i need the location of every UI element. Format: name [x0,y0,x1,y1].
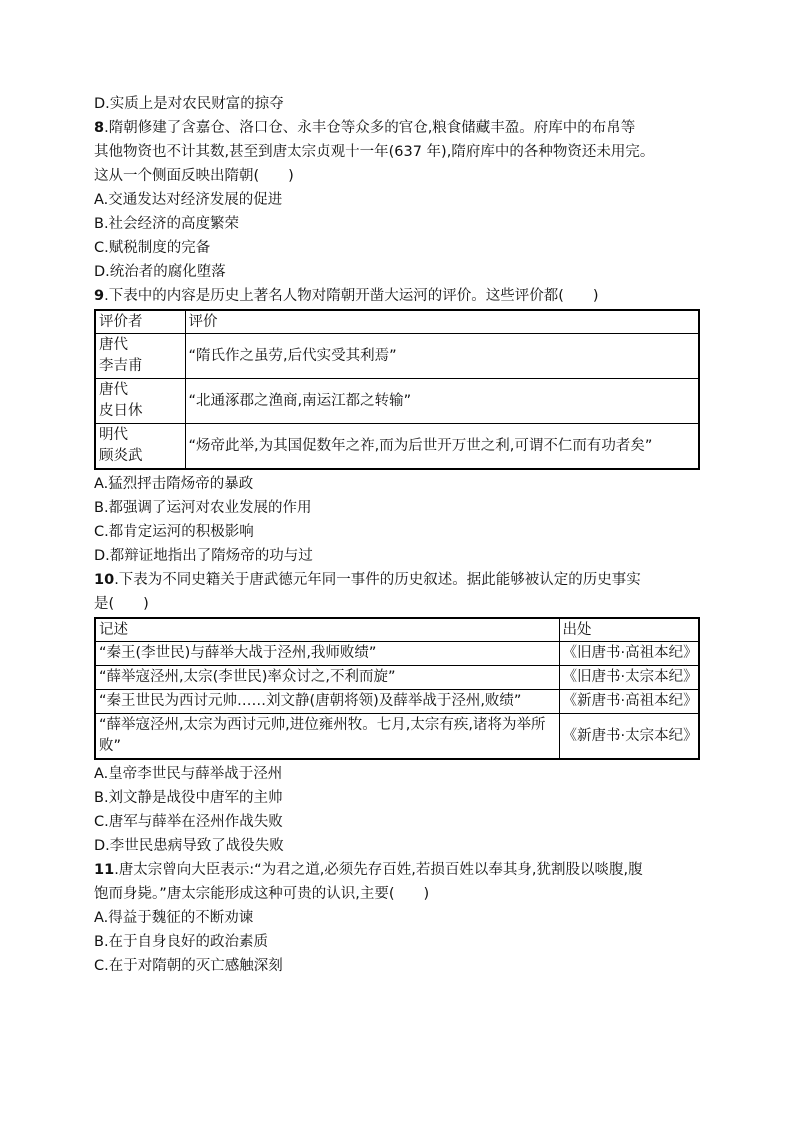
record-cell: “秦王(李世民)与薛举大战于泾州,我师败绩” [95,642,559,666]
q11-number: 11 [94,862,115,878]
table-row [95,424,699,470]
q9-option-b: B.都强调了运河对农业发展的作用 [94,500,312,516]
q9-header-evaluation: 评价 [185,310,699,334]
evaluator-cell [95,379,185,424]
q11-option-b: B.在于自身良好的政治素质 [94,934,269,950]
person: 皮日休 [99,403,143,419]
q8-stem-line3: 这从一个侧面反映出隋朝( ) [94,168,294,184]
evaluator-cell [95,424,185,470]
q10-table-header [95,618,699,642]
q9-number: 9 [94,288,105,304]
q9-option-c: C.都肯定运河的积极影响 [94,524,254,540]
exam-page [94,92,704,978]
q8-stem-text1: .隋朝修建了含嘉仓、洛口仓、永丰仓等众多的官仓,粮食储藏丰盈。府库中的布帛等 [104,120,636,136]
q10-stem-line1 [94,568,704,592]
q8-stem-line1 [94,116,704,140]
q11-option-a: A.得益于魏征的不断劝谏 [94,910,254,926]
q11-stem-text1: .唐太宗曾向大臣表示:“为君之道,必须先存百姓,若损百姓以奉其身,犹割股以啖腹,腹 [114,862,643,878]
q10-option-d: D.李世民患病导致了战役失败 [94,838,284,854]
person: 李吉甫 [99,358,143,374]
q11-stem-line2: 饱而身毙。”唐太宗能形成这种可贵的认识,主要( ) [94,886,430,902]
source-cell: 《新唐书·太宗本纪》 [559,714,699,760]
table-row [95,642,699,666]
q8-option-d: D.统治者的腐化堕落 [94,264,226,280]
dynasty: 唐代 [99,337,128,353]
evaluator-cell [95,334,185,379]
table-row [95,666,699,690]
q8-option-c: C.赋税制度的完备 [94,240,211,256]
q10-option-a: A.皇帝李世民与薛举战于泾州 [94,766,283,782]
q10-number: 10 [94,572,115,588]
dynasty: 明代 [99,427,128,443]
evaluation-cell: “隋氏作之虽劳,后代实受其利焉” [185,334,699,379]
q9-stem [94,284,704,308]
q11-option-c: C.在于对隋朝的灭亡感触深刻 [94,958,283,974]
q8-option-a: A.交通发达对经济发展的促进 [94,192,283,208]
q9-option-a: A.猛烈抨击隋炀帝的暴政 [94,476,254,492]
evaluation-cell: “炀帝此举,为其国促数年之祚,而为后世开万世之利,可谓不仁而有功者矣” [185,424,699,470]
q10-option-b: B.刘文静是战役中唐军的主帅 [94,790,283,806]
record-cell: “薛举寇泾州,太宗(李世民)率众讨之,不利而旋” [95,666,559,690]
q10-header-record: 记述 [95,618,559,642]
table-row [95,334,699,379]
source-cell: 《旧唐书·太宗本纪》 [559,666,699,690]
q9-header-evaluator: 评价者 [95,310,185,334]
q9-table [94,309,700,470]
record-cell: “薛举寇泾州,太宗为西讨元帅,进位雍州牧。七月,太宗有疾,诸将为举所败” [95,714,559,760]
table-row [95,690,699,714]
source-cell: 《新唐书·高祖本纪》 [559,690,699,714]
table-row [95,379,699,424]
q10-table [94,617,700,760]
q9-table-header [95,310,699,334]
q10-header-source: 出处 [559,618,699,642]
person: 顾炎武 [99,448,143,464]
evaluation-cell: “北通涿郡之渔商,南运江都之转输” [185,379,699,424]
dynasty: 唐代 [99,382,128,398]
q10-option-c: C.唐军与薛举在泾州作战失败 [94,814,283,830]
q9-option-d: D.都辩证地指出了隋炀帝的功与过 [94,548,313,564]
q10-stem-text1: .下表为不同史籍关于唐武德元年同一事件的历史叙述。据此能够被认定的历史事实 [114,572,641,588]
q10-stem-line2: 是( ) [94,596,149,612]
q11-stem-line1 [94,858,704,882]
q8-number: 8 [94,120,105,136]
q7-option-d: D.实质上是对农民财富的掠夺 [94,96,284,112]
record-cell: “秦王世民为西讨元帅……刘文静(唐朝将领)及薛举战于泾州,败绩” [95,690,559,714]
q8-option-b: B.社会经济的高度繁荣 [94,216,240,232]
table-row [95,714,699,760]
q8-stem-line2: 其他物资也不计其数,甚至到唐太宗贞观十一年(637 年),隋府库中的各种物资还未用完。 [94,144,655,160]
source-cell: 《旧唐书·高祖本纪》 [559,642,699,666]
q9-stem-text: .下表中的内容是历史上著名人物对隋朝开凿大运河的评价。这些评价都( ) [104,288,599,304]
